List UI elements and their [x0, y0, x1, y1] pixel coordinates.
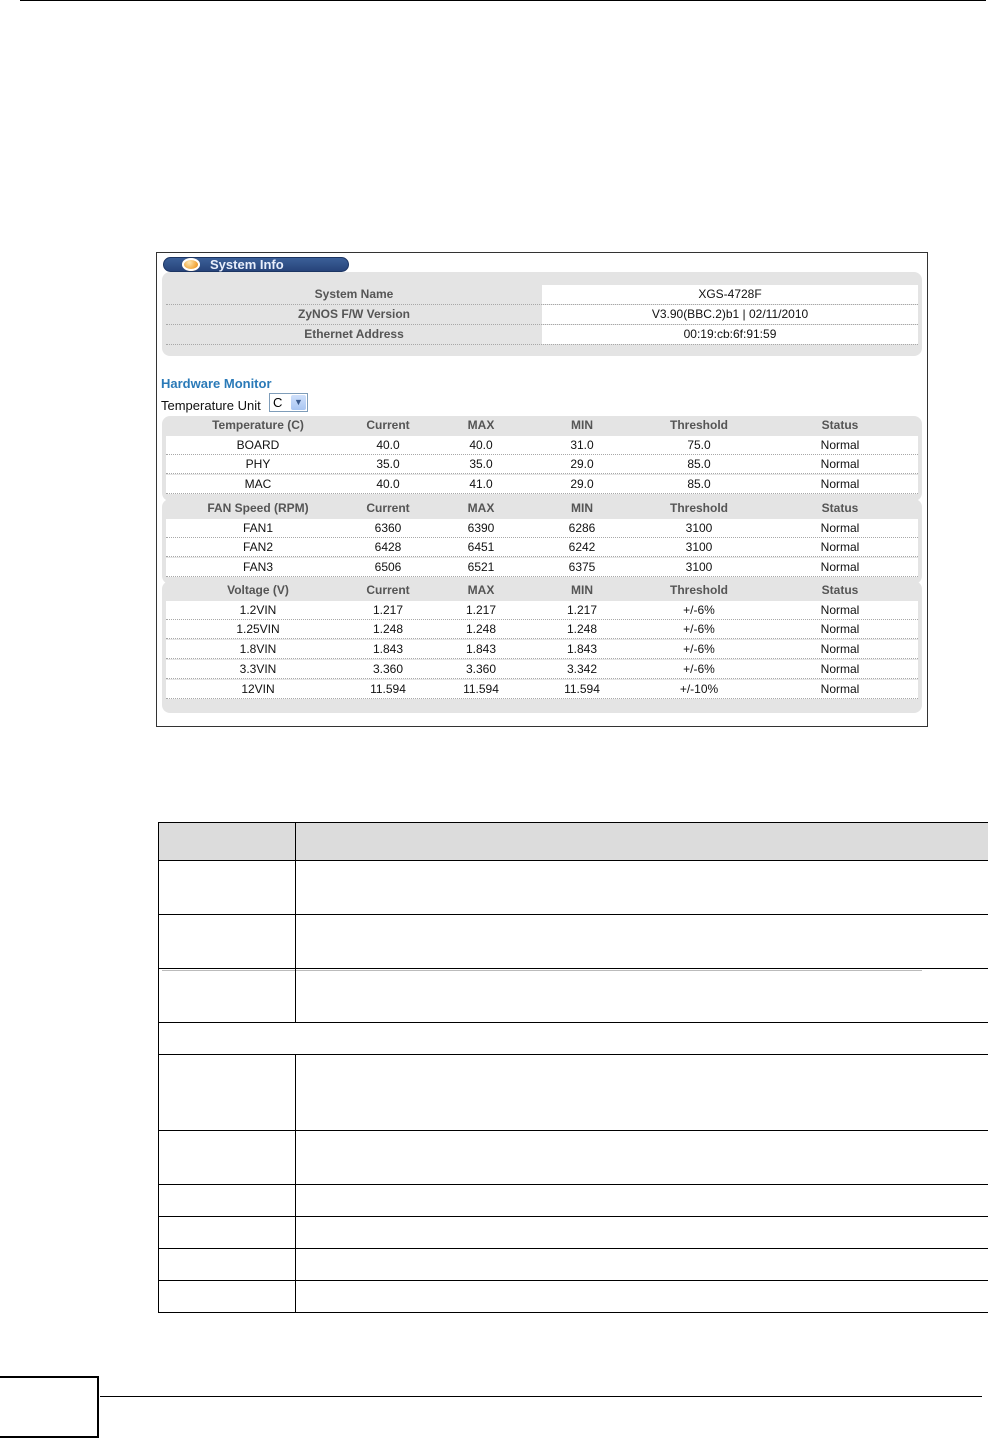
table-cell: 12VIN: [241, 681, 275, 696]
column-header: FAN Speed (RPM): [207, 501, 309, 515]
table-row: [159, 1131, 988, 1185]
table-cell: [296, 1055, 988, 1131]
table-cell: [296, 969, 988, 1023]
table-cell: [296, 1185, 988, 1217]
table-cell: 1.248: [372, 622, 404, 637]
system-name-label: System Name: [314, 287, 394, 301]
table-cell: +/-6%: [683, 661, 715, 676]
table-cell: [159, 1055, 296, 1131]
hardware-monitor-title: Hardware Monitor: [161, 376, 272, 391]
table-cell: 1.2VIN: [239, 602, 277, 617]
table-cell: 1.25VIN: [236, 622, 280, 637]
table-cell: 1.8VIN: [239, 642, 277, 657]
table-row: [166, 519, 918, 538]
table-cell: 11.594: [370, 681, 406, 696]
column-header: Current: [366, 418, 410, 432]
hardware-section-0: [162, 416, 922, 501]
column-header: Current: [366, 501, 410, 515]
table-cell: [159, 1217, 296, 1249]
table-cell: [159, 1023, 988, 1055]
table-cell: 1.843: [465, 642, 497, 657]
chevron-down-icon[interactable]: ▼: [291, 395, 306, 410]
table-cell: 1.217: [465, 602, 497, 617]
table-cell: FAN2: [242, 540, 274, 555]
system-info-title-bar: [163, 257, 349, 272]
table-cell: [159, 1131, 296, 1185]
table-row: [159, 1281, 988, 1313]
table-cell: 40.0: [469, 437, 493, 452]
table-cell: +/-6%: [683, 642, 715, 657]
table-cell: 1.843: [566, 642, 598, 657]
table-section-row: [159, 1023, 988, 1055]
table-row: [159, 1249, 988, 1281]
table-cell: Normal: [820, 681, 860, 696]
table-cell: 85.0: [687, 477, 711, 492]
column-header: Status: [821, 501, 859, 515]
table-cell: 6360: [374, 520, 402, 535]
table-row: [159, 1055, 988, 1131]
table-cell: 35.0: [376, 457, 400, 472]
table-cell: 6506: [374, 560, 402, 575]
table-row: [166, 538, 918, 557]
table-cell: 6451: [467, 540, 495, 555]
table-cell: 3.360: [372, 661, 404, 676]
column-header: Status: [821, 418, 859, 432]
table-row: [166, 620, 918, 639]
table-cell: 6286: [568, 520, 596, 535]
table-cell: [159, 1281, 296, 1313]
field-description-table: [158, 822, 988, 1313]
table-row: [159, 861, 988, 915]
firmware-version-value: V3.90(BBC.2)b1 | 02/11/2010: [542, 305, 918, 324]
table-cell: 85.0: [687, 457, 711, 472]
table-cell: 6242: [568, 540, 596, 555]
column-header: Threshold: [669, 501, 729, 515]
page-number-box: [0, 1376, 99, 1438]
table-cell: 6375: [568, 560, 596, 575]
table-cell: 41.0: [469, 477, 493, 492]
table-cell: 75.0: [687, 437, 711, 452]
table-cell: Normal: [820, 540, 860, 555]
table-cell: +/-10%: [679, 681, 719, 696]
column-header: MAX: [467, 418, 495, 432]
table-cell: [296, 861, 988, 915]
table-cell: 3100: [685, 560, 713, 575]
firmware-version-label: ZyNOS F/W Version: [297, 307, 411, 321]
temperature-unit-value: C: [273, 395, 283, 410]
table-row: [159, 969, 988, 1023]
column-header: Status: [821, 583, 859, 597]
ethernet-address-label: Ethernet Address: [304, 327, 404, 341]
table-cell: FAN1: [242, 520, 274, 535]
table-row: [159, 1217, 988, 1249]
table-cell: 3.3VIN: [239, 661, 277, 676]
table-row: [159, 915, 988, 969]
table-cell: [159, 969, 296, 1023]
system-name-row: [166, 285, 918, 305]
column-header: Voltage (V): [227, 583, 289, 597]
table-cell: 1.217: [372, 602, 404, 617]
table-cell: 31.0: [570, 437, 594, 452]
table-cell: FAN3: [242, 560, 274, 575]
table-cell: 11.594: [463, 681, 499, 696]
section-header-row: [166, 416, 918, 435]
section-header-row: [166, 581, 918, 600]
orange-ball-icon: [182, 258, 200, 271]
table-cell: Normal: [820, 602, 860, 617]
table-cell: 3100: [685, 540, 713, 555]
table-cell: +/-6%: [683, 622, 715, 637]
table-row: [166, 640, 918, 659]
column-header: MIN: [571, 583, 593, 597]
column-header: Temperature (C): [212, 418, 304, 432]
ethernet-address-row: [166, 325, 918, 345]
table-row: [166, 455, 918, 474]
system-info-screenshot: [156, 252, 928, 727]
page-top-rule: [20, 0, 986, 1]
column-header: Threshold: [669, 418, 729, 432]
table-cell: Normal: [820, 457, 860, 472]
table-row: [166, 475, 918, 494]
table-row: [166, 558, 918, 577]
table-cell: 11.594: [564, 681, 600, 696]
temperature-unit-label: Temperature Unit: [161, 398, 261, 413]
table-row: [166, 436, 918, 455]
column-header: MAX: [467, 501, 495, 515]
table-cell: [296, 1217, 988, 1249]
table-cell: 6521: [467, 560, 495, 575]
table-cell: 40.0: [376, 437, 400, 452]
table-cell: [159, 915, 296, 969]
temperature-unit-select[interactable]: [269, 393, 308, 412]
table-cell: 40.0: [376, 477, 400, 492]
column-header: Threshold: [669, 583, 729, 597]
column-header: MIN: [571, 501, 593, 515]
table-cell: 6390: [467, 520, 495, 535]
hardware-section-1: [162, 499, 922, 584]
footer-rule: [100, 1396, 982, 1397]
table-cell: MAC: [244, 477, 272, 492]
table-cell: [296, 1281, 988, 1313]
table-cell: 1.843: [372, 642, 404, 657]
system-info-title: System Info: [210, 257, 284, 272]
column-header: MAX: [467, 583, 495, 597]
table-cell: Normal: [820, 437, 860, 452]
table-cell: Normal: [820, 520, 860, 535]
table-cell: 1.248: [566, 622, 598, 637]
table-cell: 3100: [685, 520, 713, 535]
system-info-table: [162, 272, 922, 356]
table-row: [159, 1185, 988, 1217]
system-name-value: XGS-4728F: [542, 285, 918, 304]
section-header-row: [166, 499, 918, 518]
table-header-row: [159, 823, 988, 861]
firmware-version-row: [166, 305, 918, 325]
table-cell: [296, 915, 988, 969]
table-cell: 3.360: [465, 661, 497, 676]
column-header: Current: [366, 583, 410, 597]
table-cell: Normal: [820, 560, 860, 575]
table-cell: [159, 861, 296, 915]
table-cell: [159, 1249, 296, 1281]
table-cell: [296, 1131, 988, 1185]
table-header-cell: [296, 823, 988, 861]
hardware-section-2: [162, 581, 922, 713]
table-row: [166, 680, 918, 699]
table-cell: 3.342: [566, 661, 598, 676]
table-cell: 1.217: [566, 602, 598, 617]
table-cell: [159, 1185, 296, 1217]
table-cell: [296, 1249, 988, 1281]
table-cell: Normal: [820, 622, 860, 637]
table-cell: Normal: [820, 477, 860, 492]
table-header-cell: [159, 823, 296, 861]
table-cell: 1.248: [465, 622, 497, 637]
table-cell: BOARD: [236, 437, 280, 452]
table-row: [166, 601, 918, 620]
table-cell: 35.0: [469, 457, 493, 472]
table-cell: 6428: [374, 540, 402, 555]
table-cell: Normal: [820, 642, 860, 657]
table-cell: +/-6%: [683, 602, 715, 617]
ethernet-address-value: 00:19:cb:6f:91:59: [542, 325, 918, 344]
table-cell: Normal: [820, 661, 860, 676]
table-cell: 29.0: [570, 477, 594, 492]
column-header: MIN: [571, 418, 593, 432]
table-row: [166, 660, 918, 679]
table-cell: 29.0: [570, 457, 594, 472]
table-cell: PHY: [245, 457, 271, 472]
